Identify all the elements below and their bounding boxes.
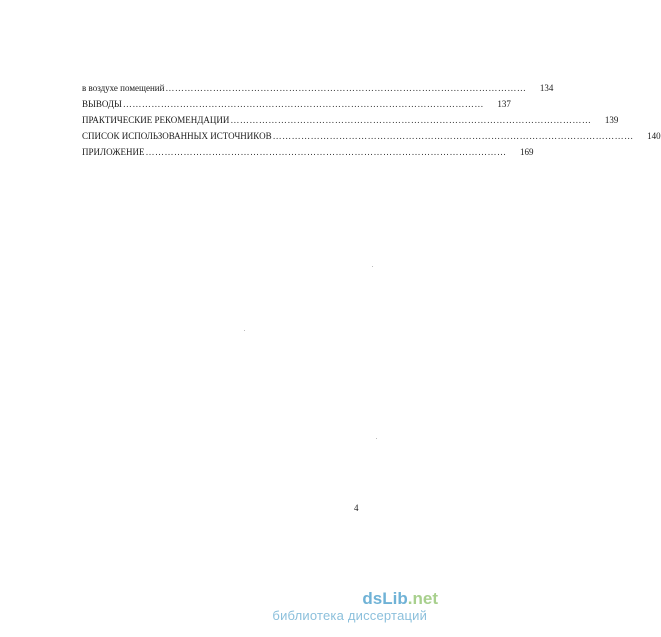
scan-speck <box>244 330 245 331</box>
watermark-logo <box>362 590 438 608</box>
toc-leader-dots: …………………………………………………………………………………………………… <box>122 99 484 109</box>
toc-leader-dots: …………………………………………………………………………………………………… <box>272 131 634 141</box>
toc-entry <box>82 80 554 96</box>
site-watermark <box>272 590 438 623</box>
toc-leader-dots: …………………………………………………………………………………………………… <box>230 115 592 125</box>
toc-entry-label: ВЫВОДЫ <box>82 99 122 109</box>
watermark-logo-main: dsLib <box>362 589 408 608</box>
toc-entry-page: 139 <box>604 115 619 125</box>
scan-speck <box>376 438 377 439</box>
toc-leader-dots: …………………………………………………………………………………………………… <box>145 147 507 157</box>
toc-entry <box>82 96 511 112</box>
toc-entry <box>82 128 661 144</box>
page-number: 4 <box>354 503 359 513</box>
toc-entry <box>82 112 619 128</box>
toc-entry-page: 134 <box>539 83 554 93</box>
toc-entry <box>82 144 534 160</box>
toc-entry-label: в воздухе помещений <box>82 83 165 93</box>
toc-entry-page: 140 <box>647 131 661 141</box>
toc-entry-page: 137 <box>497 99 511 109</box>
toc-entry-page: 169 <box>519 147 534 157</box>
toc-entry-label: ПРАКТИЧЕСКИЕ РЕКОМЕНДАЦИИ <box>82 115 230 125</box>
toc-leader-dots: …………………………………………………………………………………………………… <box>165 83 527 93</box>
watermark-logo-accent: .net <box>407 589 438 608</box>
scan-speck <box>372 266 373 267</box>
table-of-contents <box>82 80 661 160</box>
toc-entry-label: СПИСОК ИСПОЛЬЗОВАННЫХ ИСТОЧНИКОВ <box>82 131 272 141</box>
toc-entry-label: ПРИЛОЖЕНИЕ <box>82 147 145 157</box>
watermark-subtitle: библиотека диссертаций <box>272 608 428 623</box>
